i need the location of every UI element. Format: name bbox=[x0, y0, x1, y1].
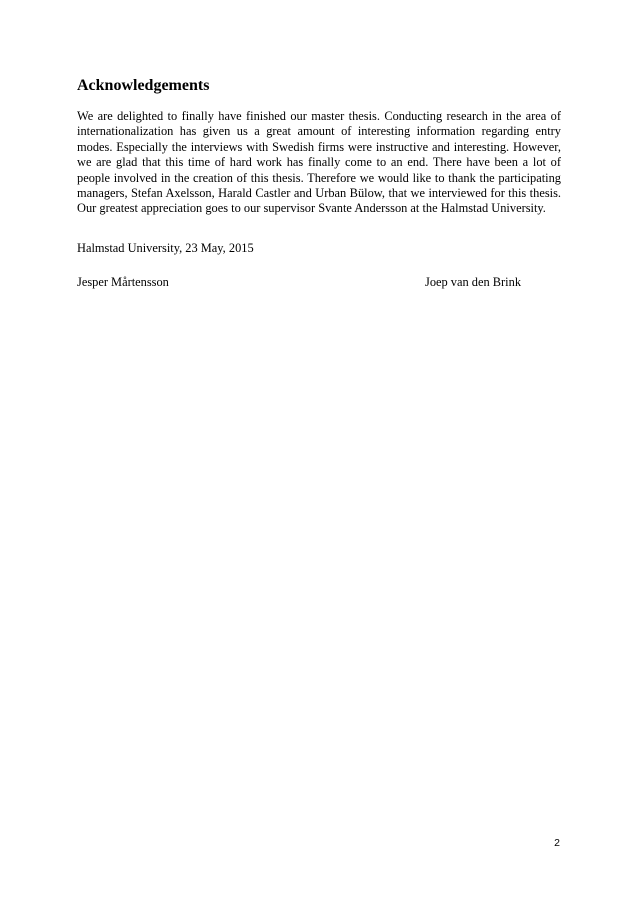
page-number: 2 bbox=[554, 837, 560, 849]
place-and-date: Halmstad University, 23 May, 2015 bbox=[77, 241, 254, 255]
page-title: Acknowledgements bbox=[77, 77, 210, 94]
author-name-right: Joep van den Brink bbox=[425, 275, 522, 289]
author-name-left: Jesper Mårtensson bbox=[77, 275, 169, 289]
acknowledgement-paragraph: We are delighted to finally have finished our master thesis. Conducting research in the area of internationalization has given us a great amount of interesting information regarding entry modes. Especially the interviews with Swedish firms were instructive and interesting. However, we are glad that this time of hard work has finally come to an end. There have been a lot of people involved in the creation of this thesis. Therefore we would like to thank the participating managers, Stefan Axelsson, Harald Castler and Urban Bülow, that we interviewed for this thesis. Our greatest appreciation goes to our supervisor Svante Andersson at the Halmstad University. bbox=[77, 109, 561, 216]
